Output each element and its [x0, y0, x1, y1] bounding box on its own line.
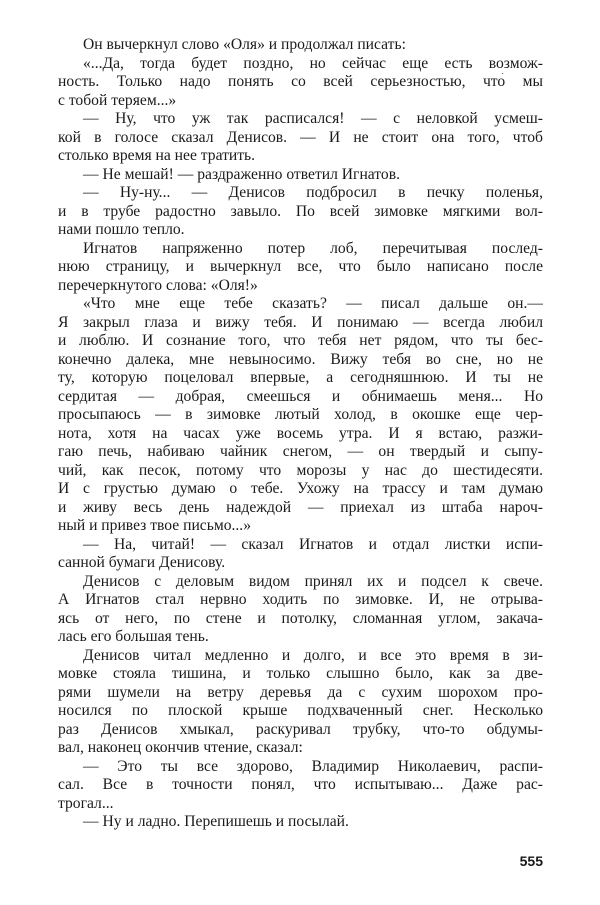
paragraph [58, 110, 543, 166]
text-line: ный и привез твое письмо...» [58, 517, 251, 534]
text-line: И с грустью думаю о тебе. Ухожу на трассу и там думаю [58, 480, 543, 497]
text-line: и живу весь день надеждой — приехал из штаба нароч- [58, 498, 543, 516]
paragraph [58, 184, 543, 240]
text-line: Денисов с деловым видом принял их и подсел к свече. [83, 572, 543, 590]
text-line: — Это ты все здорово, Владимир Николаевич, распи- [83, 757, 543, 775]
text-line: нота, хотя на часах уже восемь утра. И я встаю, разжи- [58, 424, 543, 442]
text-line: сал. Все в точности понял, что испытываю... Даже рас- [58, 776, 543, 793]
text-line: конечно далека, мне невыносимо. Вижу тебя во сне, но не [58, 350, 543, 368]
text-line: носился по плоской крыше подхваченный снег. Несколько [58, 702, 543, 719]
paragraph [58, 758, 543, 814]
text-line: ность. Только надо понять со всей серьезностью, что́ мы [58, 73, 543, 90]
text-line: и люблю. И сознание того, что тебя нет рядом, что ты бес- [58, 332, 543, 349]
paragraph [58, 647, 543, 758]
text-line: — На, читай! — сказал Игнатов и отдал листки испи- [83, 535, 543, 553]
text-line: Он вычеркнул слово «Оля» и продолжал писать: [83, 36, 406, 53]
text-line: Я закрыл глаза и вижу тебя. И понимаю — всегда любил [58, 313, 543, 331]
paragraph [58, 536, 543, 573]
text-line: ту, которую поцеловал впервые, а сегодняшнюю. И ты не [58, 369, 543, 386]
text-line: перечеркнутого слова: «Оля!» [58, 276, 258, 294]
text-line: столько время на нее тратить. [58, 147, 256, 164]
text-line: и в трубе радостно завыло. По всей зимовке мягкими вол- [58, 202, 543, 220]
text-line: рями шумели на ветру деревья да с сухим шорохом про- [58, 683, 543, 701]
text-line: санной бумаги Денисову. [58, 554, 226, 571]
text-line: «...Да, тогда будет поздно, но сейчас еще есть возмож- [83, 54, 543, 72]
text-line: вал, наконец окончив чтение, сказал: [58, 739, 303, 756]
text-line: с тобой теряем...» [58, 91, 177, 109]
text-line: Денисов читал медленно и долго, и все это время в зи- [83, 646, 543, 664]
text-line: — Ну и ладно. Перепишешь и посылай. [83, 813, 349, 830]
text-line: трогал... [58, 794, 114, 812]
text-line: просыпаюсь — в зимовке лютый холод, в окошке еще чер- [58, 406, 543, 423]
text-line: раз Денисов хмыкал, раскуривал трубку, что-то обдумы- [58, 720, 543, 738]
paragraph [58, 813, 543, 832]
text-line: кой в голосе сказал Денисов. — И не стоит она того, чтоб [58, 128, 543, 146]
text-line: лась его большая тень. [58, 628, 209, 645]
paragraph [58, 240, 543, 296]
text-line: — Ну-ну... — Денисов подбросил в печку поленья, [83, 184, 543, 201]
paragraph [58, 55, 543, 111]
text-line: гаю печь, набиваю чайник снегом, — он твердый и сыпу- [58, 443, 543, 460]
paragraph [58, 295, 543, 536]
text-line: Игнатов напряженно потер лоб, перечитывая послед- [83, 239, 543, 257]
text-line: — Ну, что уж так расписался! — с неловкой усмеш- [83, 110, 543, 127]
text-line: нюю страницу, и вычеркнул все, что было написано после [58, 258, 543, 275]
text-line: ясь от него, по стене и потолку, сломанная углом, закача- [58, 609, 543, 627]
text-line: сердитая — добрая, смеешься и обнимаешь меня... Но [58, 387, 543, 405]
paragraph [58, 573, 543, 647]
text-line: чий, как песок, потому что морозы у нас до шестидесяти. [58, 461, 543, 479]
text-line: А Игнатов стал нервно ходить по зимовке. И, не отрыва- [58, 591, 543, 608]
paragraph [58, 36, 543, 55]
page-number: 555 [519, 853, 543, 869]
paragraph [58, 166, 543, 185]
text-line: нами пошло тепло. [58, 221, 185, 238]
text-line: «Что мне еще тебе сказать? — писал дальше он.— [83, 295, 543, 312]
text-line: мовке стояла тишина, и только слышно было, как за две- [58, 665, 543, 682]
text-line: — Не мешай! — раздраженно ответил Игнатов. [83, 165, 400, 183]
body-text [58, 36, 543, 832]
